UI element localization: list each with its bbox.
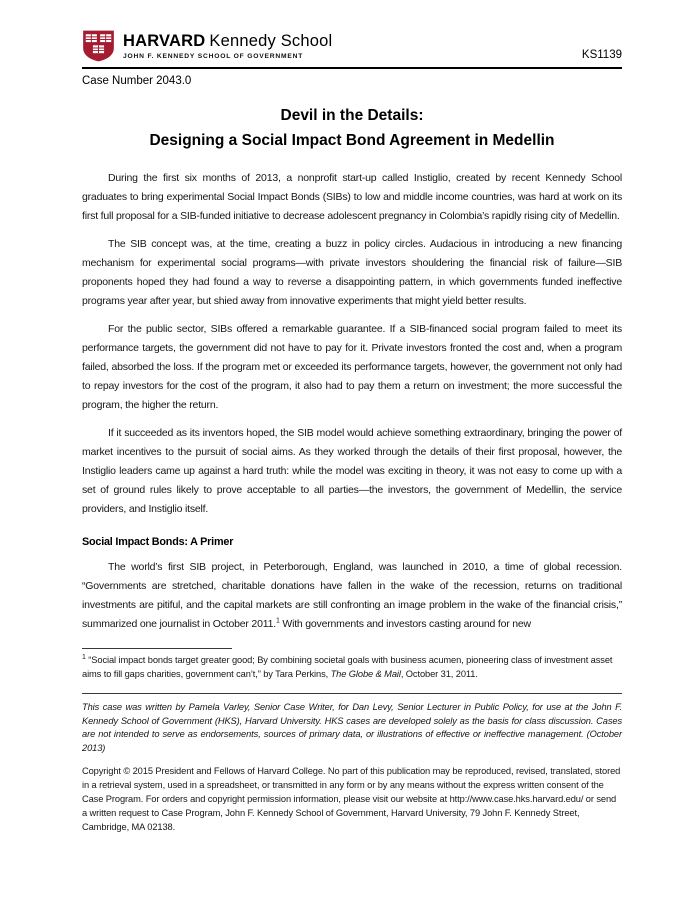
footnote-text: “Social impact bonds target greater good; By combining societal goals with business acumen, pioneering class of investment asset aims to fill gaps charities, government can’t,” by Tara Perkins,	[82, 655, 613, 679]
wordmark-kennedy-school: Kennedy School	[209, 32, 333, 50]
footer-rule	[82, 693, 622, 694]
harvard-wordmark	[123, 32, 332, 50]
body-paragraph: The SIB concept was, at the time, creating a buzz in policy circles. Audacious in introducing a new financing mechanism for experimental social programs—with private investors shouldering the financial risk of failure—SIB proponents hoped they had found a way to reverse a disappointing pattern, in which governments funded ineffective programs year after year, but shied away from innovative experiments that might yield better results.	[82, 238, 622, 307]
body-paragraph: For the public sector, SIBs offered a remarkable guarantee. If a SIB-financed social program failed to meet its performance targets, the government did not have to pay for it. Private investors fronted the cost and, when a program failed, absorbed the loss. If the program met or exceeded its performance targets, however, the government not only had to repay investors for the cost of the program, it also had to pay them a return on investment; the more successful the program, the higher the return.	[82, 323, 622, 411]
header-row	[82, 30, 622, 67]
footnote-marker: 1	[82, 653, 86, 661]
paragraph-text: With governments and investors casting around for new	[279, 618, 531, 630]
footnote-separator	[82, 648, 232, 649]
logo-text	[123, 30, 332, 60]
header	[82, 30, 622, 87]
footnote	[82, 654, 622, 681]
copyright-notice: Copyright © 2015 President and Fellows of Harvard College. No part of this publication may be reproduced, revised, translated, stored in a retrieval system, used in a spreadsheet, or transmitted in any form or by any means without the express written consent of the Case Program. For orders and copyright permission information, please visit our website at http://www.case.hks.harvard.edu/ or send a written request to Case Program, John F. Kennedy School of Government, Harvard University, 79 John F. Kennedy Street, Cambridge, MA 02138.	[82, 766, 621, 832]
school-subtitle: JOHN F. KENNEDY SCHOOL OF GOVERNMENT	[123, 53, 304, 61]
attribution-note: This case was written by Pamela Varley, Senior Case Writer, for Dan Levy, Senior Lecturer in Public Policy, for use at the John F. Kennedy School of Government (HKS), Harvard University. HKS cases are developed solely as the basis for class discussion. Cases are not intended to serve as endorsements, sources of primary data, or illustrations of effective or ineffective management. (October 2013)	[82, 702, 622, 753]
body-paragraph: During the first six months of 2013, a nonprofit start-up called Instiglio, created by recent Kennedy School graduates to bring experimental Social Impact Bonds (SIBs) to low and middle income countries, was hard at work on its first full proposal for a SIB-funded initiative to decrease adolescent pregnancy in Colombia’s rapidly rising city of Medellin.	[82, 172, 622, 222]
footer	[82, 693, 622, 834]
paragraph-text: The world’s first SIB project, in Peterborough, England, was launched in 2010, a time of global recession. “Governments are stretched, charitable donations have fallen in the wake of the recession, returns on traditional investments are pitiful, and the capital markets are still confronting an image problem in the wake of the financial crisis,” summarized one journalist in October 2011.	[82, 561, 622, 630]
header-rule	[82, 67, 622, 69]
wordmark-harvard: HARVARD	[123, 32, 206, 50]
case-body	[82, 169, 622, 681]
body-paragraph	[82, 558, 622, 634]
title-line-2: Designing a Social Impact Bond Agreement in Medellin	[149, 132, 555, 149]
footnote-text: , October 31, 2011.	[400, 668, 478, 679]
doc-id: KS1139	[581, 49, 622, 61]
section-heading: Social Impact Bonds: A Primer	[82, 536, 234, 548]
body-paragraph: If it succeeded as its inventors hoped, the SIB model would achieve something extraordinary, bringing the power of market incentives to the pursuit of social aims. As they worked through the details of their first proposal, however, the Instiglio leaders came up against a hard truth: while the model was exciting in theory, it was not easy to come up with a set of ground rules likely to prove acceptable to all parties—the investors, the government of Medellin, the service providers, and Instiglio itself.	[82, 427, 622, 515]
case-number: Case Number 2043.0	[82, 75, 192, 87]
footnote-source: The Globe & Mail	[330, 668, 401, 679]
harvard-shield-icon	[82, 30, 115, 62]
footnote-ref: 1	[275, 617, 280, 625]
title-line-1: Devil in the Details:	[280, 107, 424, 124]
harvard-kennedy-school-logo	[82, 30, 332, 62]
case-title	[82, 103, 622, 153]
